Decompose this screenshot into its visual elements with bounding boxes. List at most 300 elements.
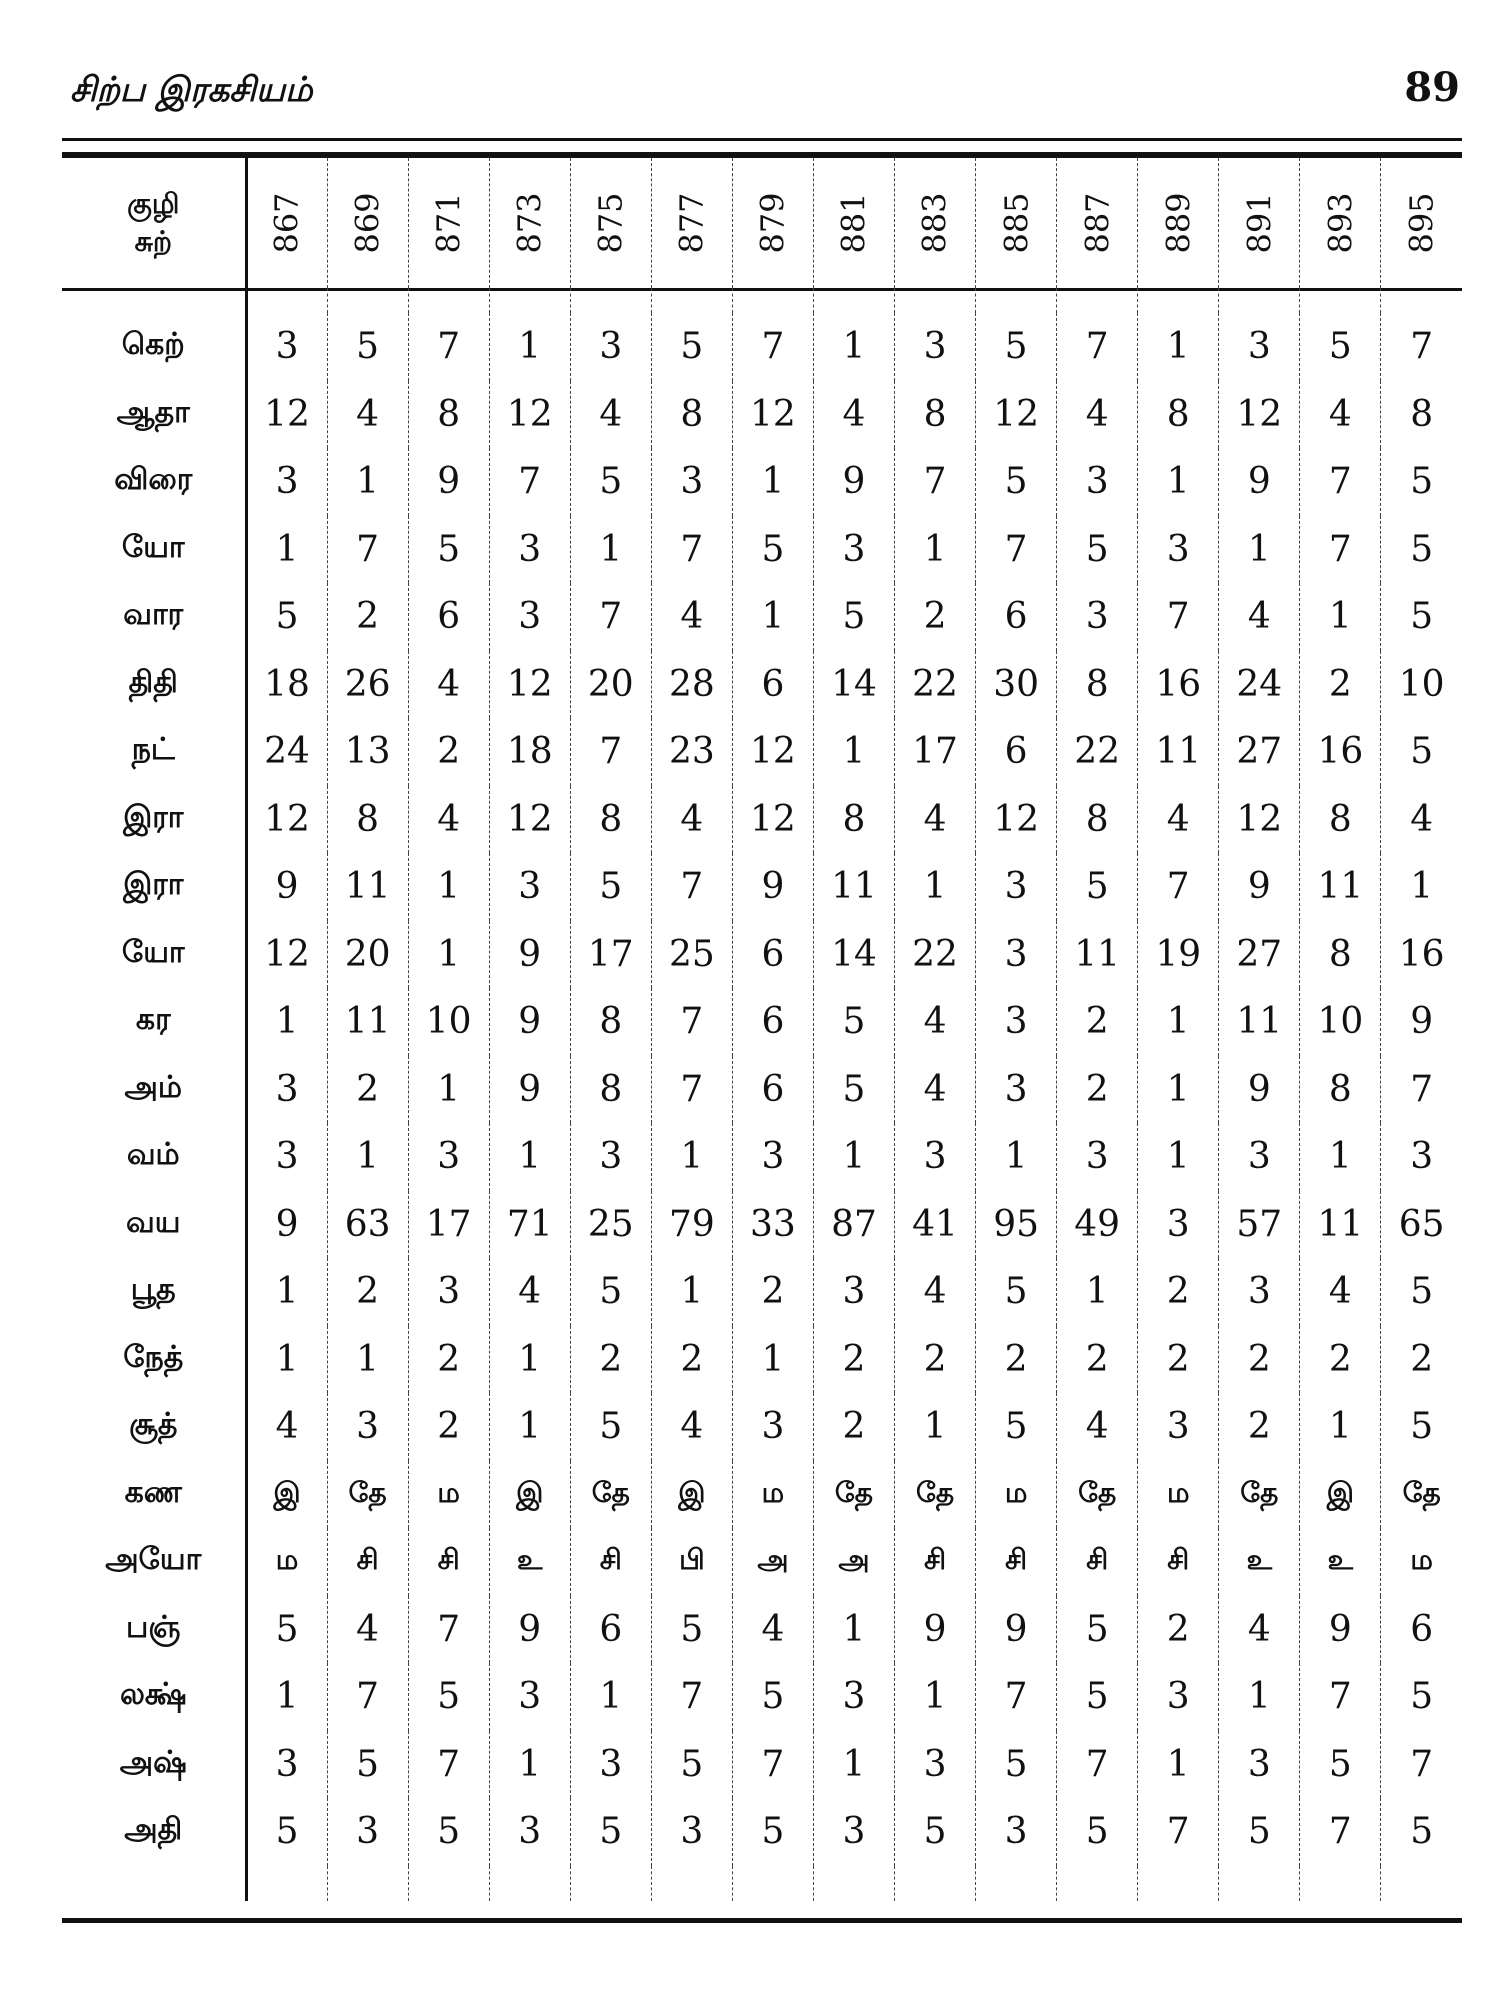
table-cell: 11 <box>1057 921 1138 989</box>
row-label: இரா <box>123 867 184 903</box>
column-header-label: 875 <box>591 192 630 254</box>
spacer-cell <box>1219 288 1300 313</box>
table-cell: 3 <box>246 1731 327 1799</box>
table-cell: 12 <box>489 786 570 854</box>
table-cell: 2 <box>813 1326 894 1394</box>
column-header-row <box>62 158 1462 288</box>
table-cell: 1 <box>732 448 813 516</box>
spacer-cell <box>1381 288 1462 313</box>
row-label: யோ <box>121 934 185 970</box>
table-row <box>62 1461 1462 1529</box>
table-cell: 26 <box>327 651 408 719</box>
table-bottom-rule <box>62 1918 1462 1923</box>
table-cell: 1 <box>813 718 894 786</box>
table-cell: ம <box>1138 1461 1219 1529</box>
table-cell: 4 <box>327 381 408 449</box>
table-cell: 9 <box>408 448 489 516</box>
table-cell: தே <box>813 1461 894 1529</box>
table-cell: 6 <box>976 718 1057 786</box>
table-cell: 1 <box>408 853 489 921</box>
table-cell: 3 <box>895 1731 976 1799</box>
table-cell: 9 <box>1300 1596 1381 1664</box>
row-label: வம் <box>126 1137 180 1173</box>
table-cell: 3 <box>489 516 570 584</box>
table-cell: 24 <box>246 718 327 786</box>
table-cell: 5 <box>570 853 651 921</box>
table-cell: 2 <box>1300 1326 1381 1394</box>
table-cell: 12 <box>246 786 327 854</box>
table-cell: 28 <box>651 651 732 719</box>
table-cell: 1 <box>1300 1393 1381 1461</box>
table-cell: 3 <box>489 1798 570 1866</box>
table-cell: 30 <box>976 651 1057 719</box>
table-cell: 8 <box>570 786 651 854</box>
table-cell: 7 <box>1300 448 1381 516</box>
row-label: பஞ் <box>125 1609 181 1645</box>
table-cell: சி <box>1138 1528 1219 1596</box>
table-cell: 3 <box>570 1731 651 1799</box>
table-cell: 7 <box>651 1056 732 1124</box>
table-cell: 9 <box>976 1596 1057 1664</box>
table-cell: 7 <box>570 718 651 786</box>
table-cell: 18 <box>489 718 570 786</box>
table-cell: 3 <box>813 1798 894 1866</box>
table-cell: 3 <box>1138 516 1219 584</box>
table-cell: 5 <box>732 1798 813 1866</box>
table-cell: 7 <box>651 516 732 584</box>
column-header-label: 885 <box>997 192 1036 254</box>
table-cell: 3 <box>732 1123 813 1191</box>
table-row <box>62 1123 1462 1191</box>
table-cell: 16 <box>1300 718 1381 786</box>
column-header-label: 883 <box>916 192 955 254</box>
row-label: கெற் <box>121 327 185 363</box>
table-cell: 1 <box>1300 583 1381 651</box>
table-cell: 4 <box>246 1393 327 1461</box>
spacer-cell <box>489 288 570 313</box>
table-cell: 3 <box>1138 1393 1219 1461</box>
table-cell: 4 <box>813 381 894 449</box>
spacer-cell <box>327 1866 408 1901</box>
table-cell: 1 <box>408 921 489 989</box>
table-cell: 2 <box>327 1056 408 1124</box>
table-cell: 5 <box>732 516 813 584</box>
table-cell: 3 <box>732 1393 813 1461</box>
table-cell: 4 <box>1219 583 1300 651</box>
table-cell: இ <box>489 1461 570 1529</box>
column-header-label: 877 <box>672 192 711 254</box>
column-header-label: 873 <box>510 192 549 254</box>
spacer-cell <box>408 1866 489 1901</box>
table-cell: 5 <box>1300 1731 1381 1799</box>
table-cell: 49 <box>1057 1191 1138 1259</box>
running-title: சிற்ப இரகசியம் <box>70 70 313 110</box>
table-cell: 22 <box>1057 718 1138 786</box>
table-cell: 4 <box>895 1258 976 1326</box>
table-cell: 7 <box>1138 583 1219 651</box>
table-cell: 4 <box>1057 381 1138 449</box>
table-cell: தே <box>1057 1461 1138 1529</box>
table-cell: 1 <box>1138 1056 1219 1124</box>
table-cell: 1 <box>1138 988 1219 1056</box>
table-cell: 9 <box>1219 448 1300 516</box>
table-row <box>62 583 1462 651</box>
table-cell: 9 <box>246 1191 327 1259</box>
column-header <box>1381 158 1462 288</box>
row-label: விரை <box>114 462 193 498</box>
table-cell: 8 <box>1057 786 1138 854</box>
table-cell: 12 <box>246 921 327 989</box>
table-cell: 1 <box>408 1056 489 1124</box>
spacer-cell <box>895 288 976 313</box>
table-cell: 3 <box>489 583 570 651</box>
table-cell: 4 <box>408 651 489 719</box>
table-cell: 3 <box>1057 448 1138 516</box>
table-cell: 3 <box>1219 1258 1300 1326</box>
table-cell: 7 <box>327 1663 408 1731</box>
row-label: ஆதா <box>116 394 190 430</box>
column-header-label: 887 <box>1078 192 1117 254</box>
table-cell: ம <box>732 1461 813 1529</box>
table-cell: 1 <box>1138 313 1219 381</box>
table-cell: 5 <box>1381 1798 1462 1866</box>
table-cell: 2 <box>408 1393 489 1461</box>
table-cell: 9 <box>489 988 570 1056</box>
table-cell: உ <box>1300 1528 1381 1596</box>
table-cell: 3 <box>1219 1731 1300 1799</box>
table-cell: 17 <box>895 718 976 786</box>
table-cell: 7 <box>570 583 651 651</box>
table-cell: 2 <box>570 1326 651 1394</box>
table-cell: 6 <box>976 583 1057 651</box>
table-cell: 1 <box>895 853 976 921</box>
table-cell: 3 <box>327 1393 408 1461</box>
table-cell: 87 <box>813 1191 894 1259</box>
column-header <box>732 158 813 288</box>
table-cell: 3 <box>489 1663 570 1731</box>
table-cell: 5 <box>1381 718 1462 786</box>
table-cell: 11 <box>327 988 408 1056</box>
table-cell: 5 <box>408 1798 489 1866</box>
table-cell: 1 <box>1300 1123 1381 1191</box>
table-cell: 1 <box>1381 853 1462 921</box>
table-cell: 5 <box>813 1056 894 1124</box>
table-cell: 3 <box>651 448 732 516</box>
table-cell: 5 <box>327 313 408 381</box>
table-cell: 2 <box>976 1326 1057 1394</box>
page-header <box>70 60 1460 120</box>
table-cell: 12 <box>976 381 1057 449</box>
table-cell: 4 <box>1219 1596 1300 1664</box>
header-rule <box>62 138 1462 141</box>
table-cell: 1 <box>1219 1663 1300 1731</box>
table-cell: 1 <box>570 516 651 584</box>
table-cell: அ <box>732 1528 813 1596</box>
table-row <box>62 1191 1462 1259</box>
table-row <box>62 381 1462 449</box>
table-cell: 1 <box>895 1663 976 1731</box>
column-header <box>813 158 894 288</box>
table-cell: இ <box>1300 1461 1381 1529</box>
spacer-cell <box>1219 1866 1300 1901</box>
table-cell: சி <box>895 1528 976 1596</box>
table-cell: 9 <box>732 853 813 921</box>
table-cell: 10 <box>408 988 489 1056</box>
table-cell: 1 <box>813 1596 894 1664</box>
spacer-cell <box>246 288 327 313</box>
table-row <box>62 853 1462 921</box>
table-cell: 3 <box>570 1123 651 1191</box>
table-cell: 2 <box>732 1258 813 1326</box>
row-label: திதி <box>128 664 178 700</box>
table-cell: 1 <box>327 1326 408 1394</box>
table-cell: 3 <box>1219 313 1300 381</box>
row-label: நேத் <box>123 1339 184 1375</box>
column-header <box>976 158 1057 288</box>
spacer-cell <box>1381 1866 1462 1901</box>
table-cell: 6 <box>1381 1596 1462 1664</box>
table-cell: 5 <box>408 1663 489 1731</box>
table-row <box>62 1596 1462 1664</box>
table-cell: 11 <box>1300 1191 1381 1259</box>
spacer-cell <box>651 288 732 313</box>
table-cell: 7 <box>1138 1798 1219 1866</box>
spacer-cell <box>327 288 408 313</box>
table-cell: உ <box>1219 1528 1300 1596</box>
table-cell: 5 <box>651 1731 732 1799</box>
table-cell: 1 <box>1138 448 1219 516</box>
table-cell: 12 <box>1219 381 1300 449</box>
table-cell: 3 <box>489 853 570 921</box>
table-cell: 7 <box>408 313 489 381</box>
table-cell: 14 <box>813 651 894 719</box>
table-cell: தே <box>327 1461 408 1529</box>
table-cell: 2 <box>408 1326 489 1394</box>
spacer-cell <box>1138 288 1219 313</box>
table-cell: 95 <box>976 1191 1057 1259</box>
table-cell: சி <box>570 1528 651 1596</box>
spacer-cell <box>976 288 1057 313</box>
column-header-label: 893 <box>1321 192 1360 254</box>
table-cell: 1 <box>489 1123 570 1191</box>
table-cell: 7 <box>1300 516 1381 584</box>
table-cell: 2 <box>1138 1326 1219 1394</box>
table-cell: 12 <box>732 786 813 854</box>
table-cell: 5 <box>570 1393 651 1461</box>
row-label: அஷ் <box>119 1744 187 1780</box>
table-cell: 7 <box>1057 313 1138 381</box>
table-cell: 12 <box>732 381 813 449</box>
page-number: 89 <box>1404 64 1460 111</box>
table-cell: 11 <box>327 853 408 921</box>
spacer-cell <box>246 1866 327 1901</box>
table-cell: தே <box>570 1461 651 1529</box>
table-cell: அ <box>813 1528 894 1596</box>
table-cell: 3 <box>1219 1123 1300 1191</box>
table-cell: 8 <box>1300 786 1381 854</box>
table-cell: 1 <box>1219 516 1300 584</box>
table-cell: 5 <box>976 448 1057 516</box>
table-cell: 5 <box>1057 1596 1138 1664</box>
table-cell: 8 <box>327 786 408 854</box>
table-cell: தே <box>1381 1461 1462 1529</box>
spacer-row <box>62 288 1462 313</box>
row-label: சூத் <box>129 1407 178 1443</box>
table-cell: 4 <box>1057 1393 1138 1461</box>
spacer-cell <box>1057 1866 1138 1901</box>
column-header-label: 889 <box>1159 192 1198 254</box>
table-cell: 12 <box>732 718 813 786</box>
table-cell: 4 <box>651 786 732 854</box>
table-cell: 5 <box>327 1731 408 1799</box>
row-label: பூத <box>130 1272 176 1308</box>
table-cell: 1 <box>813 1123 894 1191</box>
table-cell: 79 <box>651 1191 732 1259</box>
table-cell: 2 <box>895 583 976 651</box>
column-header <box>1300 158 1381 288</box>
table-cell: 65 <box>1381 1191 1462 1259</box>
table-cell: 6 <box>408 583 489 651</box>
table-cell: 7 <box>1381 313 1462 381</box>
table-row <box>62 988 1462 1056</box>
column-header <box>1219 158 1300 288</box>
table-row <box>62 1258 1462 1326</box>
row-label: வார <box>123 597 184 633</box>
table-cell: 7 <box>651 1663 732 1731</box>
table-cell: 5 <box>813 583 894 651</box>
table-cell: 9 <box>246 853 327 921</box>
table-cell: 1 <box>246 1258 327 1326</box>
row-label: அயோ <box>105 1542 202 1578</box>
table-cell: 1 <box>1057 1258 1138 1326</box>
table-cell: 4 <box>1138 786 1219 854</box>
table-cell: 7 <box>976 516 1057 584</box>
table-cell: 3 <box>408 1258 489 1326</box>
table-cell: 3 <box>1138 1191 1219 1259</box>
table-cell: 2 <box>895 1326 976 1394</box>
table-cell: 3 <box>1057 1123 1138 1191</box>
table-cell: 2 <box>408 718 489 786</box>
column-header-label: 869 <box>348 192 387 254</box>
table-cell: உ <box>489 1528 570 1596</box>
table-cell: 3 <box>976 921 1057 989</box>
column-header-label: 895 <box>1402 192 1441 254</box>
table-cell: ம <box>1381 1528 1462 1596</box>
table-cell: 5 <box>570 1798 651 1866</box>
table-row <box>62 1731 1462 1799</box>
table-cell: 20 <box>327 921 408 989</box>
table-cell: 3 <box>895 1123 976 1191</box>
table-row <box>62 651 1462 719</box>
table-cell: 2 <box>1057 1326 1138 1394</box>
table-cell: 10 <box>1300 988 1381 1056</box>
table-cell: 2 <box>1219 1393 1300 1461</box>
table-cell: 2 <box>1381 1326 1462 1394</box>
spacer-cell <box>813 1866 894 1901</box>
table-cell: 1 <box>732 583 813 651</box>
table-cell: 1 <box>489 1393 570 1461</box>
table-cell: 1 <box>813 1731 894 1799</box>
table-cell: 3 <box>1381 1123 1462 1191</box>
table-row <box>62 786 1462 854</box>
table-cell: 7 <box>408 1731 489 1799</box>
table-cell: 12 <box>489 651 570 719</box>
table-cell: 7 <box>651 853 732 921</box>
table-cell: 2 <box>1057 1056 1138 1124</box>
table-cell: 5 <box>1381 1258 1462 1326</box>
table-cell: 5 <box>246 1798 327 1866</box>
spacer-row <box>62 1866 1462 1901</box>
table-cell: 8 <box>1300 921 1381 989</box>
table-cell: 19 <box>1138 921 1219 989</box>
table-cell: 8 <box>1381 381 1462 449</box>
table-cell: 14 <box>813 921 894 989</box>
table-cell: 5 <box>1381 1663 1462 1731</box>
spacer-cell <box>895 1866 976 1901</box>
table-cell: 17 <box>408 1191 489 1259</box>
table-cell: 9 <box>489 921 570 989</box>
spacer-cell <box>651 1866 732 1901</box>
table-cell: 5 <box>651 1596 732 1664</box>
table-cell: 5 <box>895 1798 976 1866</box>
column-header-label: 891 <box>1240 192 1279 254</box>
table-cell: 5 <box>1057 516 1138 584</box>
table-cell: 7 <box>895 448 976 516</box>
table-cell: 1 <box>895 1393 976 1461</box>
table-cell: 11 <box>1138 718 1219 786</box>
table-cell: 3 <box>813 516 894 584</box>
table-cell: 6 <box>732 921 813 989</box>
table-cell: 3 <box>813 1663 894 1731</box>
table-cell: இ <box>651 1461 732 1529</box>
table-cell: தே <box>895 1461 976 1529</box>
table-cell: 9 <box>489 1056 570 1124</box>
table-cell: 7 <box>489 448 570 516</box>
corner-label-top: குழி <box>127 187 180 220</box>
spacer-cell <box>732 288 813 313</box>
table-cell: 4 <box>1300 1258 1381 1326</box>
spacer-cell <box>1300 1866 1381 1901</box>
table-cell: ம <box>976 1461 1057 1529</box>
table-cell: 7 <box>1381 1731 1462 1799</box>
table-cell: 4 <box>408 786 489 854</box>
table-cell: 12 <box>489 381 570 449</box>
table-cell: 5 <box>246 1596 327 1664</box>
table-row <box>62 1393 1462 1461</box>
column-header <box>246 158 327 288</box>
table-cell: 3 <box>813 1258 894 1326</box>
table-cell: 7 <box>651 988 732 1056</box>
column-header-label: 881 <box>834 192 873 254</box>
table-cell: 5 <box>1381 516 1462 584</box>
table-cell: 3 <box>1138 1663 1219 1731</box>
table-cell: 5 <box>651 313 732 381</box>
table-cell: 5 <box>1381 448 1462 516</box>
data-table <box>62 158 1462 1901</box>
table-cell: 7 <box>976 1663 1057 1731</box>
table-row <box>62 1798 1462 1866</box>
table-cell: ம <box>408 1461 489 1529</box>
table-cell: 4 <box>327 1596 408 1664</box>
table-cell: 1 <box>1138 1123 1219 1191</box>
table-cell: 8 <box>570 1056 651 1124</box>
table-cell: சி <box>1057 1528 1138 1596</box>
spacer-cell <box>813 288 894 313</box>
table-cell: 9 <box>489 1596 570 1664</box>
table-cell: 4 <box>570 381 651 449</box>
table-cell: 6 <box>732 1056 813 1124</box>
spacer-cell <box>570 1866 651 1901</box>
